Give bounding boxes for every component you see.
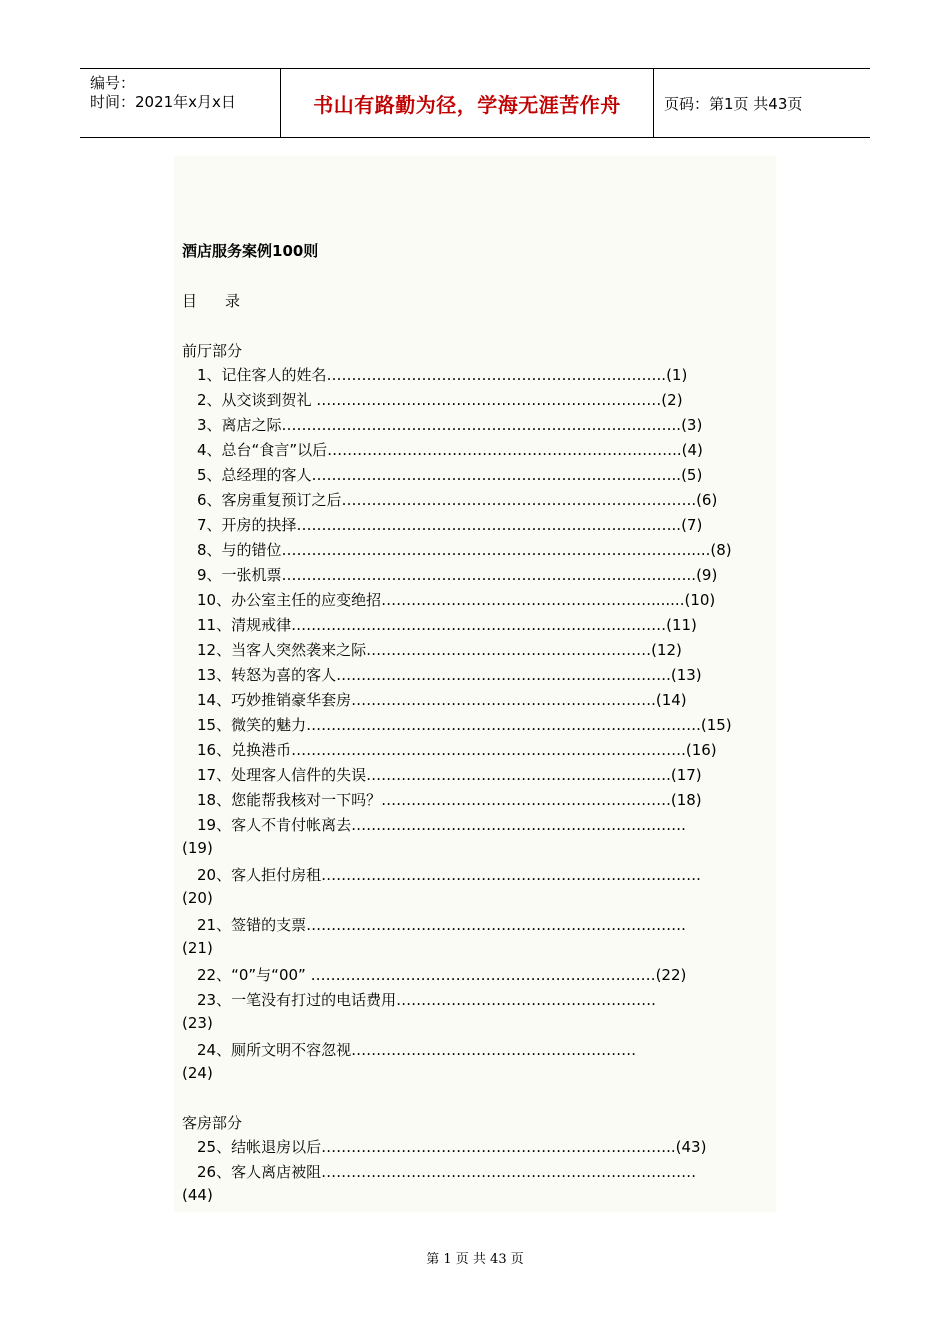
page-header: [80, 68, 870, 138]
toc-entry[interactable]: 12、当客人突然袭来之际…………………………………………………(12): [197, 641, 682, 659]
toc-page-ref[interactable]: (21): [182, 939, 213, 957]
toc-entry[interactable]: 23、一笔没有打过的电话费用…………………………………………….: [197, 991, 656, 1009]
date-line: 时间：2021年x月x日: [90, 93, 236, 111]
document-title: 酒店服务案例100则: [182, 242, 319, 260]
toc-entry[interactable]: 25、结帐退房以后……………………………………………………………..(43): [197, 1138, 707, 1156]
toc-entry[interactable]: 6、客房重复预订之后……………………………………………………………..(6): [197, 491, 718, 509]
toc-entry[interactable]: 19、客人不肯付帐离去………………………………………………………….: [197, 816, 686, 834]
toc-entry[interactable]: 11、清规戒律…………………………………………………………………(11): [197, 616, 697, 634]
toc-page-ref[interactable]: (19): [182, 839, 213, 857]
header-meta: [80, 69, 281, 137]
section-housekeeping: 客房部分: [182, 1114, 243, 1132]
page-footer: 第 1 页 共 43 页: [426, 1252, 524, 1267]
toc-entry[interactable]: 17、处理客人信件的失误…………………………………………………….(17): [197, 766, 702, 784]
document-body: [174, 156, 776, 1212]
toc-heading: [182, 290, 240, 311]
number-label: 编号：: [90, 74, 136, 92]
toc-entry[interactable]: 1、记住客人的姓名…………………………………………………………..(1): [197, 366, 688, 384]
toc-entry[interactable]: 15、微笑的魅力…………………………………………………………………….(15): [197, 716, 732, 734]
toc-entry[interactable]: 26、客人离店被阻…………………………………………………………………: [197, 1163, 697, 1181]
toc-entry[interactable]: 16、兑换港币…………………………………………………………………….(16): [197, 741, 717, 759]
toc-entry[interactable]: 13、转怒为喜的客人………………………………………………………….(13): [197, 666, 702, 684]
toc-entry[interactable]: 7、开房的抉择…………………………………………………………………..(7): [197, 516, 703, 534]
toc-heading-b: 录: [225, 292, 241, 310]
toc-entry[interactable]: 14、巧妙推销豪华套房…………………………………………………….(14): [197, 691, 687, 709]
motto-text: 书山有路勤为径，学海无涯苦作舟: [313, 92, 621, 117]
toc-entry[interactable]: 3、离店之际……………………………………………………………………..(3): [197, 416, 703, 434]
toc-entry[interactable]: 9、一张机票………………………………………………………………………..(9): [197, 566, 718, 584]
toc-entry[interactable]: 18、您能帮我核对一下吗？………………………………………………….(18): [197, 791, 702, 809]
page-info: 页码：第1页 共43页: [664, 94, 803, 113]
toc-page-ref[interactable]: (20): [182, 889, 213, 907]
header-page-cell: [654, 69, 870, 137]
toc-entry[interactable]: 20、客人拒付房租………………………………………………………………….: [197, 866, 701, 884]
toc-entry[interactable]: 4、总台“食言”以后……………………………………………………………..(4): [197, 441, 703, 459]
toc-page-ref[interactable]: (24): [182, 1064, 213, 1082]
toc-page-ref[interactable]: (23): [182, 1014, 213, 1032]
toc-heading-a: 目: [182, 292, 198, 310]
section-front-office: 前厅部分: [182, 342, 243, 360]
toc-page-ref[interactable]: (44): [182, 1186, 213, 1204]
toc-entry[interactable]: 22、“0”与“00” ……………………………………………………………(22): [197, 966, 687, 984]
toc-entry[interactable]: 8、与的错位……………………………………………………………………….....(8): [197, 541, 732, 559]
toc-entry[interactable]: 2、从交谈到贺礼 ……………………………………………………………(2): [197, 391, 683, 409]
toc-entry[interactable]: 5、总经理的客人………………………………………………………………..(5): [197, 466, 703, 484]
toc-entry[interactable]: 24、厕所文明不容忽视…………………………………………………: [197, 1041, 637, 1059]
toc-entry[interactable]: 21、签错的支票………………………………………………………………….: [197, 916, 686, 934]
toc-entry[interactable]: 10、办公室主任的应变绝招……………………………………………….......(10): [197, 591, 716, 609]
header-motto-cell: [281, 69, 654, 137]
